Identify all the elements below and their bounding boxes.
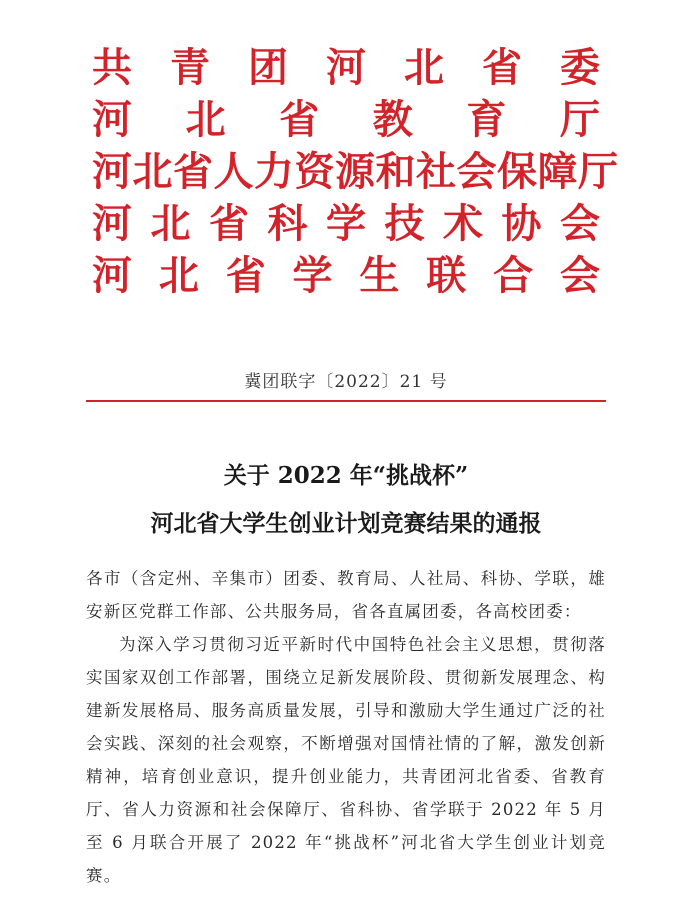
- org-line-education: 河 北 省 教 育 厅: [92, 97, 600, 143]
- body-paragraph: 为深入学习贯彻习近平新时代中国特色社会主义思想，贯彻落实国家双创工作部署，围绕立足新发展阶段、贯彻新发展理念、构建新发展格局、服务高质量发展，引导和激励大学生通过广泛的社会实践、深刻的社会观察，不断增强对国情社情的了解，激发创新精神，培育创业意识，提升创业能力，共青团河北省委、省教育厅、省人力资源和社会保障厅、省科协、省学联于 2022 年 5 月至 6 月联合开展了 2022 年“挑战杯”河北省大学生创业计划竞赛。: [86, 635, 606, 885]
- document-number: 冀团联字〔2022〕21 号: [244, 372, 448, 392]
- document-title-line-2: 河北省大学生创业计划竞赛结果的通报: [150, 510, 542, 537]
- org-line-science-association: 河 北 省 科 学 技 术 协 会: [92, 201, 600, 247]
- red-divider-line: [86, 400, 606, 402]
- org-line-student-federation: 河 北 省 学 生 联 合 会: [92, 253, 600, 299]
- salutation: 各市（含定州、辛集市）团委、教育局、人社局、科协、学联，雄安新区党群工作部、公共服务局，省各直属团委，各高校团委：: [86, 569, 606, 621]
- document-body: [86, 562, 606, 892]
- document-title-line-1: 关于 2022 年“挑战杯”: [223, 462, 469, 489]
- issuing-organizations-header: [92, 42, 619, 302]
- org-line-human-resources: 河北省人力资源和社会保障厅: [92, 149, 619, 195]
- org-line-youth-league: 共 青 团 河 北 省 委: [92, 45, 600, 91]
